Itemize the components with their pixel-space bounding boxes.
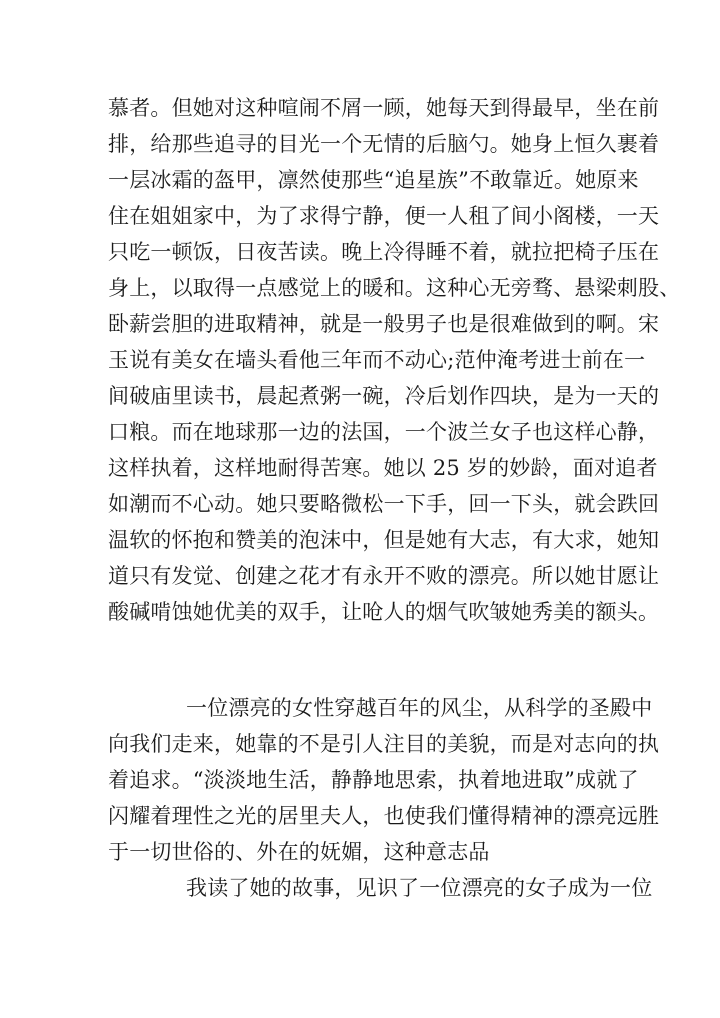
paragraph-line: 一位漂亮的女性穿越百年的风尘，从科学的圣殿中 bbox=[186, 696, 653, 720]
paragraph-line: 慕者。但她对这种喧闹不屑一顾，她每天到得最早，坐在前 bbox=[108, 96, 660, 120]
paragraph-line: 口粮。而在地球那一边的法国，一个波兰女子也这样心静， bbox=[108, 420, 660, 444]
paragraph-line: 于一切世俗的、外在的妩媚，这种意志品 bbox=[108, 840, 490, 864]
paragraph-line: 闪耀着理性之光的居里夫人，也使我们懂得精神的漂亮远胜 bbox=[108, 804, 660, 828]
paragraph-line: 只吃一顿饭，日夜苦读。晚上冷得睡不着，就拉把椅子压在 bbox=[108, 240, 660, 264]
paragraph-line: 卧薪尝胆的进取精神，就是一般男子也是很难做到的啊。宋 bbox=[108, 312, 660, 336]
paragraph-line: 身上，以取得一点感觉上的暖和。这种心无旁骛、悬梁刺股、 bbox=[108, 276, 681, 300]
paragraph-line: 一层冰霜的盔甲，凛然使那些“追星族”不敢靠近。她原来 bbox=[108, 168, 639, 192]
paragraph-line: 我读了她的故事，见识了一位漂亮的女子成为一位 bbox=[186, 876, 653, 900]
paragraph-line: 住在姐姐家中，为了求得宁静，便一人租了间小阁楼，一天 bbox=[108, 204, 660, 228]
paragraph-line: 温软的怀抱和赞美的泡沫中，但是她有大志，有大求，她知 bbox=[108, 528, 660, 552]
paragraph-line: 酸碱啃蚀她优美的双手，让呛人的烟气吹皱她秀美的额头。 bbox=[108, 600, 660, 624]
paragraph-line: 间破庙里读书，晨起煮粥一碗，冷后划作四块，是为一天的 bbox=[108, 384, 660, 408]
paragraph-line: 排，给那些追寻的目光一个无情的后脑勺。她身上恒久裹着 bbox=[108, 132, 660, 156]
paragraph-line: 玉说有美女在墙头看他三年而不动心;范仲淹考进士前在一 bbox=[108, 348, 646, 372]
paragraph-line: 道只有发觉、创建之花才有永开不败的漂亮。所以她甘愿让 bbox=[108, 564, 660, 588]
paragraph-line: 如潮而不心动。她只要略微松一下手，回一下头，就会跌回 bbox=[108, 492, 660, 516]
paragraph-line: 这样执着，这样地耐得苦寒。她以 25 岁的妙龄，面对追者 bbox=[108, 456, 658, 480]
paragraph-line: 着追求。“淡淡地生活，静静地思索，执着地进取”成就了 bbox=[108, 768, 639, 792]
paragraph-line: 向我们走来，她靠的不是引人注目的美貌，而是对志向的执 bbox=[108, 732, 660, 756]
